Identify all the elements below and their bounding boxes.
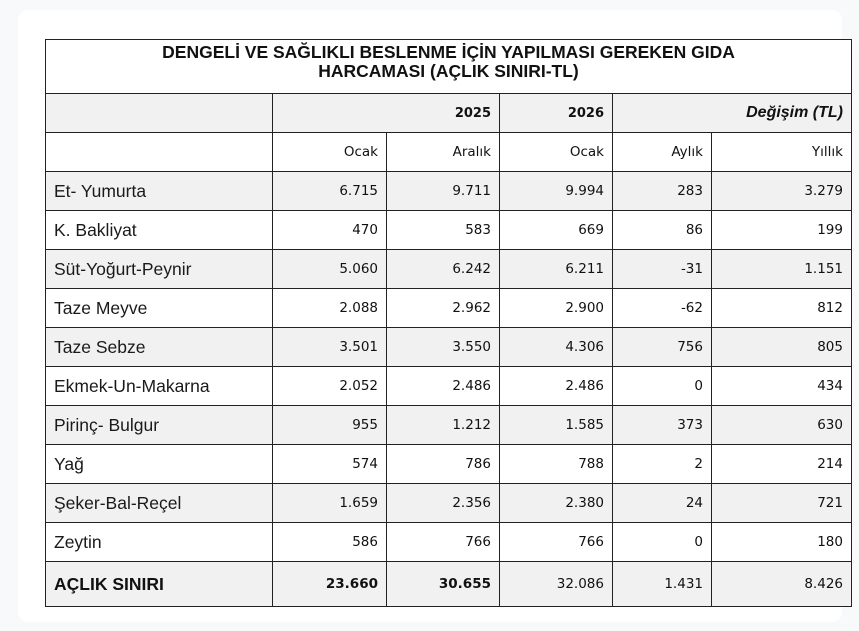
- table-row: [46, 250, 852, 289]
- cell-ocak-2026: 9.994: [500, 172, 613, 211]
- cell-aylik: 2: [613, 445, 712, 484]
- cell-aylik: 24: [613, 484, 712, 523]
- cell-yillik: 1.151: [712, 250, 852, 289]
- cell-aralik-2025: 3.550: [387, 328, 500, 367]
- cell-aylik: 86: [613, 211, 712, 250]
- cell-ocak-2026: 2.380: [500, 484, 613, 523]
- month-header-row: [46, 133, 852, 172]
- cell-ocak-2026: 6.211: [500, 250, 613, 289]
- table-row: [46, 211, 852, 250]
- total-ocak-2025: 23.660: [273, 562, 387, 607]
- cell-yillik: 199: [712, 211, 852, 250]
- cell-aylik: 0: [613, 367, 712, 406]
- cell-aralik-2025: 2.962: [387, 289, 500, 328]
- cell-yillik: 3.279: [712, 172, 852, 211]
- cell-yillik: 812: [712, 289, 852, 328]
- cell-ocak-2026: 669: [500, 211, 613, 250]
- cell-ocak-2026: 766: [500, 523, 613, 562]
- table-row: [46, 484, 852, 523]
- row-label: Taze Meyve: [46, 289, 273, 328]
- cell-aylik: 0: [613, 523, 712, 562]
- year-header-row: [46, 94, 852, 133]
- cell-yillik: 721: [712, 484, 852, 523]
- cell-ocak-2025: 2.052: [273, 367, 387, 406]
- cell-yillik: 805: [712, 328, 852, 367]
- cell-yillik: 180: [712, 523, 852, 562]
- subheader-ocak-2026: Ocak: [500, 133, 613, 172]
- total-aralik-2025: 30.655: [387, 562, 500, 607]
- table-row: [46, 328, 852, 367]
- subheader-aylik: Aylık: [613, 133, 712, 172]
- row-label: Ekmek-Un-Makarna: [46, 367, 273, 406]
- table-row: [46, 523, 852, 562]
- title-line-1: DENGELİ VE SAĞLIKLI BESLENME İÇİN YAPILMASI GEREKEN GIDA: [162, 42, 735, 62]
- cell-ocak-2025: 6.715: [273, 172, 387, 211]
- header-year-2025: 2025: [273, 94, 500, 133]
- row-label: Pirinç- Bulgur: [46, 406, 273, 445]
- cell-ocak-2026: 4.306: [500, 328, 613, 367]
- table-card: [18, 10, 842, 622]
- cell-ocak-2025: 3.501: [273, 328, 387, 367]
- row-label: K. Bakliyat: [46, 211, 273, 250]
- cell-aralik-2025: 2.486: [387, 367, 500, 406]
- table-row: [46, 289, 852, 328]
- total-aylik: 1.431: [613, 562, 712, 607]
- table-row: [46, 445, 852, 484]
- cell-aralik-2025: 583: [387, 211, 500, 250]
- cell-ocak-2025: 1.659: [273, 484, 387, 523]
- food-expenditure-table: [45, 39, 852, 607]
- cell-ocak-2026: 788: [500, 445, 613, 484]
- cell-aralik-2025: 766: [387, 523, 500, 562]
- subheader-ocak-2025: Ocak: [273, 133, 387, 172]
- cell-yillik: 214: [712, 445, 852, 484]
- cell-ocak-2025: 5.060: [273, 250, 387, 289]
- cell-aralik-2025: 1.212: [387, 406, 500, 445]
- total-yillik: 8.426: [712, 562, 852, 607]
- row-label: Et- Yumurta: [46, 172, 273, 211]
- cell-yillik: 434: [712, 367, 852, 406]
- cell-ocak-2026: 2.486: [500, 367, 613, 406]
- cell-aylik: 373: [613, 406, 712, 445]
- table-row: [46, 367, 852, 406]
- cell-aylik: 283: [613, 172, 712, 211]
- cell-ocak-2026: 2.900: [500, 289, 613, 328]
- cell-ocak-2025: 2.088: [273, 289, 387, 328]
- cell-ocak-2025: 574: [273, 445, 387, 484]
- header-year-2026: 2026: [500, 94, 613, 133]
- cell-ocak-2025: 586: [273, 523, 387, 562]
- total-ocak-2026: 32.086: [500, 562, 613, 607]
- header-empty-cell: [46, 94, 273, 133]
- total-label: AÇLIK SINIRI: [46, 562, 273, 607]
- cell-ocak-2025: 470: [273, 211, 387, 250]
- cell-yillik: 630: [712, 406, 852, 445]
- table-row: [46, 406, 852, 445]
- cell-aralik-2025: 9.711: [387, 172, 500, 211]
- row-label: Yağ: [46, 445, 273, 484]
- cell-aralik-2025: 2.356: [387, 484, 500, 523]
- cell-aralik-2025: 786: [387, 445, 500, 484]
- cell-aylik: -62: [613, 289, 712, 328]
- table-row: [46, 172, 852, 211]
- cell-aylik: 756: [613, 328, 712, 367]
- table-title: [46, 40, 852, 94]
- title-line-2: HARCAMASI (AÇLIK SINIRI-TL): [318, 61, 579, 81]
- header-change: Değişim (TL): [613, 94, 852, 133]
- title-row: [46, 40, 852, 94]
- total-row: [46, 562, 852, 607]
- cell-ocak-2026: 1.585: [500, 406, 613, 445]
- subheader-yillik: Yıllık: [712, 133, 852, 172]
- row-label: Zeytin: [46, 523, 273, 562]
- row-label: Şeker-Bal-Reçel: [46, 484, 273, 523]
- cell-aylik: -31: [613, 250, 712, 289]
- row-label: Taze Sebze: [46, 328, 273, 367]
- subheader-empty-cell: [46, 133, 273, 172]
- cell-aralik-2025: 6.242: [387, 250, 500, 289]
- row-label: Süt-Yoğurt-Peynir: [46, 250, 273, 289]
- cell-ocak-2025: 955: [273, 406, 387, 445]
- subheader-aralik-2025: Aralık: [387, 133, 500, 172]
